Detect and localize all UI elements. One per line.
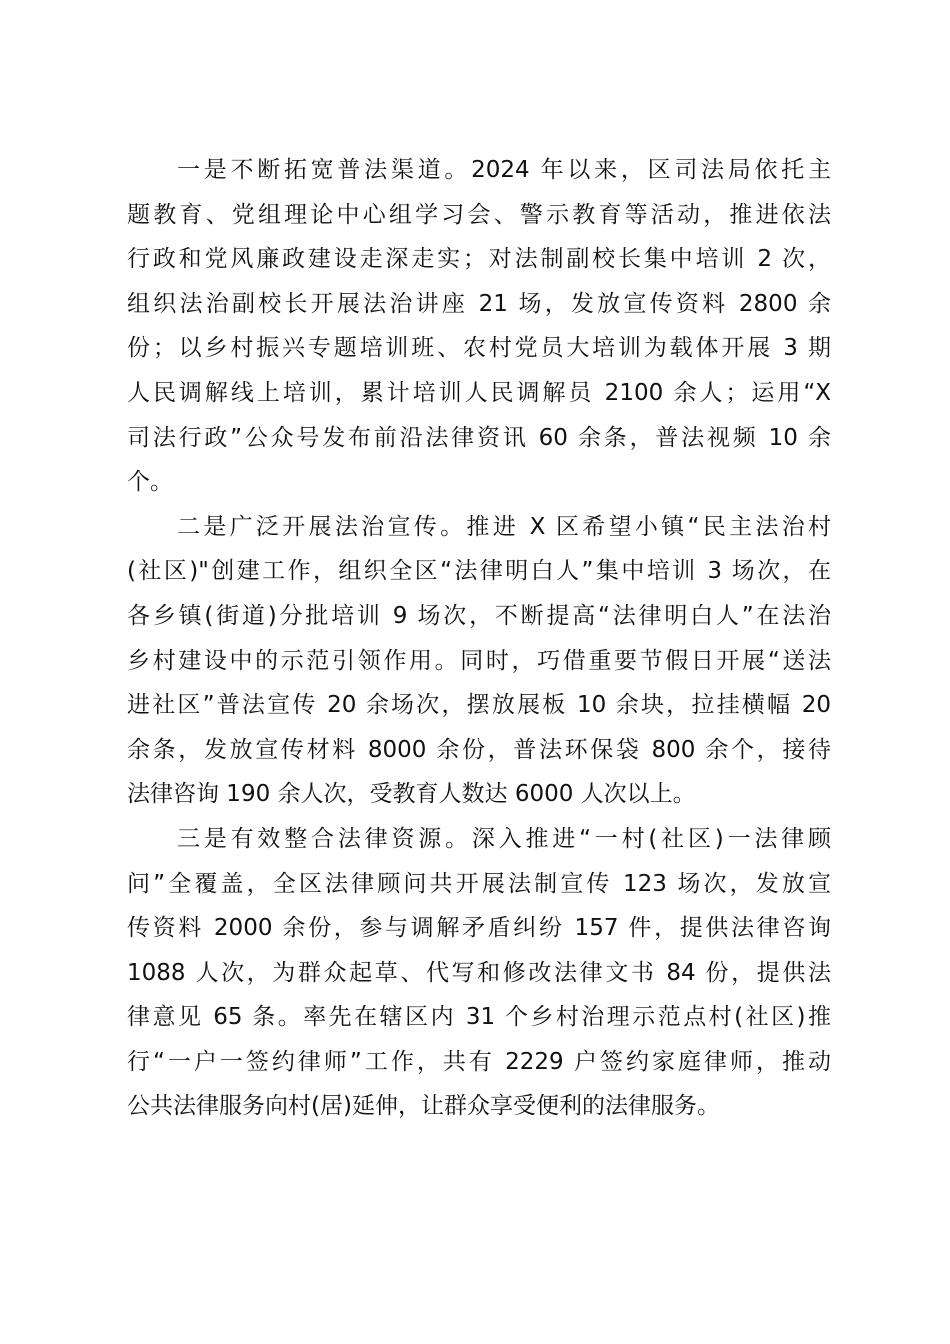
paragraph-1-line-5: 份；以乡村振兴专题培训班、农村党员大培训为载体开展 3 期	[127, 335, 831, 362]
paragraph-1-line-6: 人民调解线上培训，累计培训人民调解员 2100 余人；运用“X	[127, 379, 831, 406]
paragraph-1-line-1: 一是不断拓宽普法渠道。2024 年以来，区司法局依托主	[177, 157, 831, 183]
paragraph-3-line-7: 公共法律服务向村(居)延伸，让群众享受便利的法律服务。	[127, 1093, 720, 1120]
paragraph-3-line-5: 律意见 65 条。率先在辖区内 31 个乡村治理示范点村(社区)推	[127, 1004, 831, 1031]
paragraph-3	[127, 817, 831, 1129]
paragraph-3-line-4: 1088 人次，为群众起草、代写和修改法律文书 84 份，提供法	[127, 959, 831, 986]
paragraph-3-line-6: 行“一户一签约律师”工作，共有 2229 户签约家庭律师，推动	[127, 1048, 831, 1075]
paragraph-1-line-7: 司法行政”公众号发布前沿法律资讯 60 余条，普法视频 10 余	[127, 424, 831, 451]
paragraph-3-line-3: 传资料 2000 余份，参与调解矛盾纠纷 157 件，提供法律咨询	[127, 915, 831, 942]
paragraph-2-line-4: 乡村建设中的示范引领作用。同时，巧借重要节假日开展“送法	[127, 647, 831, 674]
paragraph-1	[127, 148, 831, 505]
paragraph-3-line-2: 问”全覆盖，全区法律顾问共开展法制宣传 123 场次，发放宣	[127, 870, 831, 897]
paragraph-2-line-2: (社区)"创建工作，组织全区“法律明白人”集中培训 3 场次，在	[127, 558, 831, 585]
paragraph-2	[127, 505, 831, 817]
paragraph-2-line-3: 各乡镇(街道)分批培训 9 场次，不断提高“法律明白人”在法治	[127, 602, 831, 629]
paragraph-2-line-7: 法律咨询 190 余人次，受教育人数达 6000 人次以上。	[127, 781, 696, 808]
paragraph-2-line-5: 进社区”普法宣传 20 余场次，摆放展板 10 余块，拉挂横幅 20	[127, 692, 831, 719]
paragraph-1-line-2: 题教育、党组理论中心组学习会、警示教育等活动，推进依法	[127, 201, 831, 228]
paragraph-2-line-6: 余条，发放宣传材料 8000 余份，普法环保袋 800 余个，接待	[127, 736, 831, 763]
paragraph-3-line-1: 三是有效整合法律资源。深入推进“一村(社区)一法律顾	[177, 825, 831, 852]
paragraph-1-line-3: 行政和党风廉政建设走深走实；对法制副校长集中培训 2 次，	[127, 246, 831, 273]
paragraph-1-line-4: 组织法治副校长开展法治讲座 21 场，发放宣传资料 2800 余	[127, 290, 831, 317]
document-body	[127, 148, 831, 1129]
paragraph-1-line-8: 个。	[127, 469, 173, 496]
paragraph-2-line-1: 二是广泛开展法治宣传。推进 X 区希望小镇“民主法治村	[177, 513, 831, 540]
